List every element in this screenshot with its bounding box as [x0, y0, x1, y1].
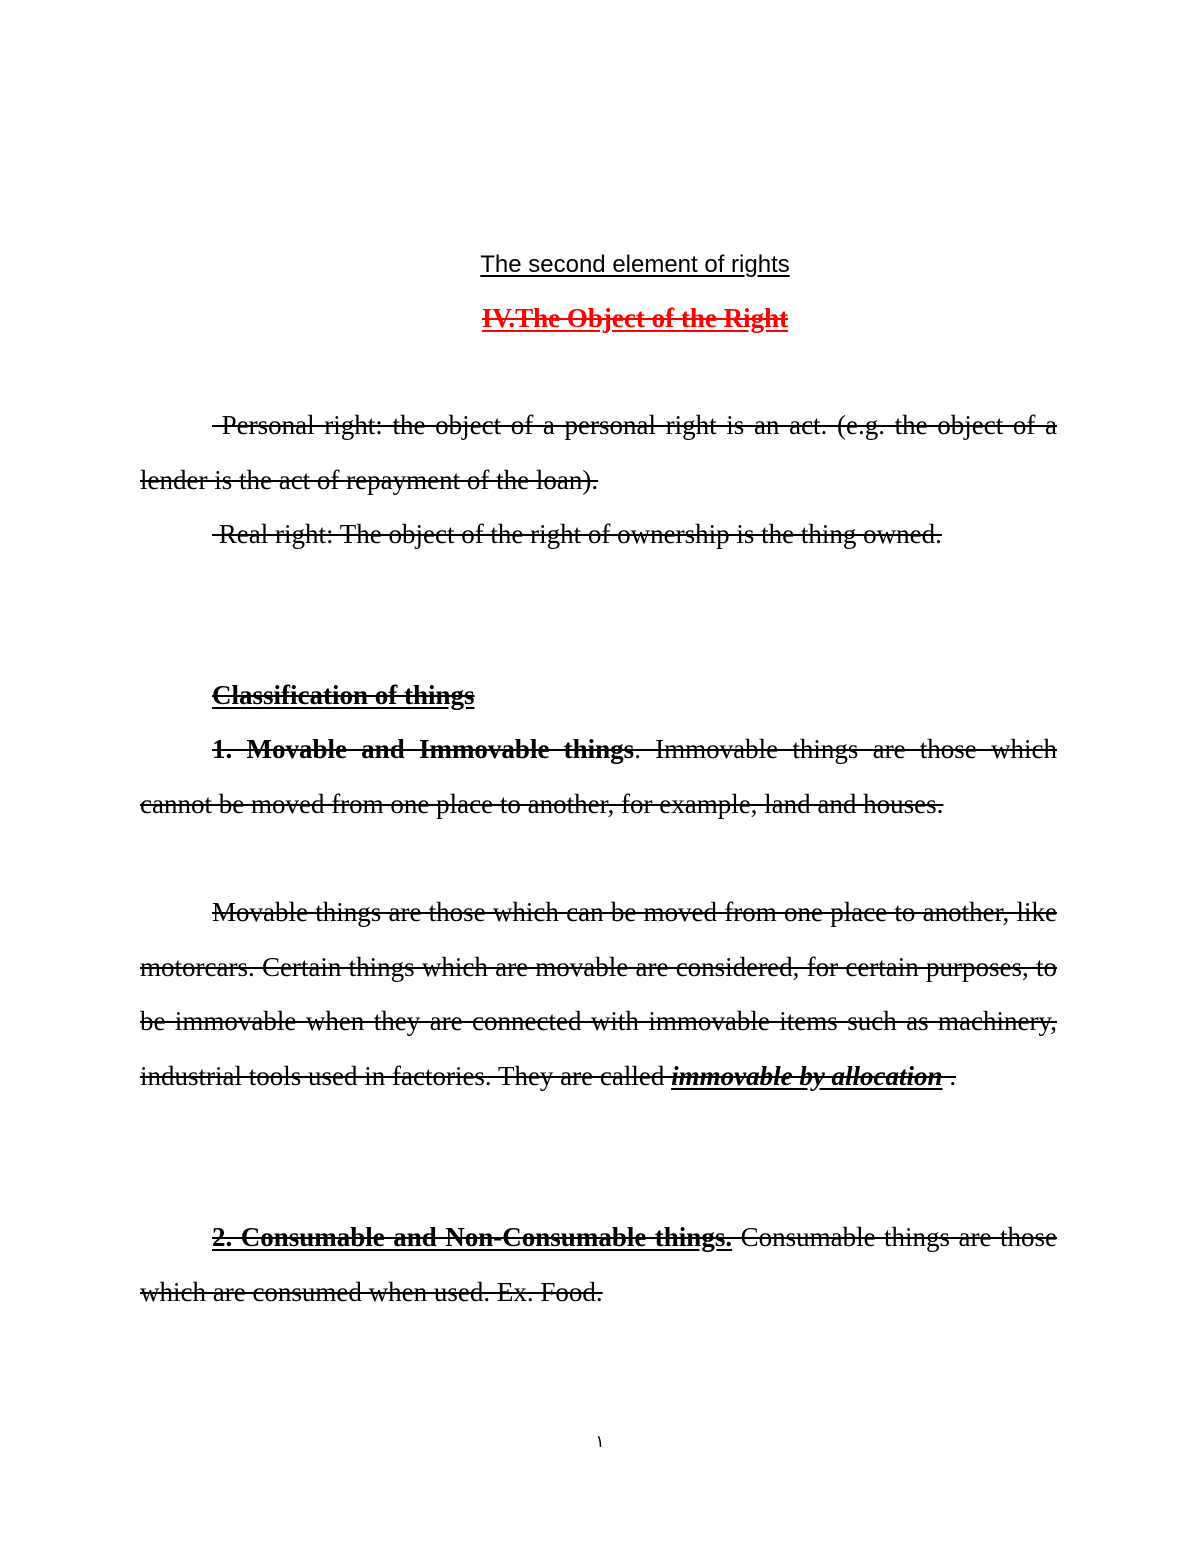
real-right-label: Real right:	[212, 519, 334, 549]
document-subtitle: The second element of rights	[480, 251, 790, 278]
real-right-text: The object of the right of ownership is the thing owned.	[333, 519, 942, 549]
movable-text: . Immovable things are those which cannot be moved from one place to another, for example, land and houses.	[140, 734, 1057, 819]
real-right-paragraph	[140, 507, 1057, 562]
classification-title: Classification of things	[212, 680, 475, 710]
section-heading: IV.The Object of the Right	[481, 303, 789, 333]
immovable-by-allocation-term: immovable by allocation	[671, 1060, 943, 1091]
consumable-title: 2. Consumable and Non-Consumable things.	[212, 1222, 733, 1252]
classification-paragraph	[140, 668, 1057, 723]
movable-second-paragraph	[140, 885, 1057, 1103]
movable-title: 1. Movable and Immovable things	[212, 734, 635, 764]
movable-paragraph	[140, 722, 1057, 831]
movable-second-text: Movable things are those which can be moved from one place to another, like motorcars. Certain things which are movable are considered, for certain purposes, to be immovable when they are connected with immovable items such as machinery, industrial tools used in factories. They are called	[140, 897, 1057, 1091]
consumable-paragraph	[140, 1210, 1057, 1319]
personal-right-paragraph	[140, 398, 1057, 507]
consumable-text: Consumable things are those which are consumed when used. Ex. Food.	[140, 1222, 1057, 1307]
movable-second-end: .	[942, 1060, 957, 1091]
page-number: ١	[595, 1432, 605, 1451]
personal-right-text: the object of a personal right is an act. (e.g. the object of a lender is the act of repayment of the loan).	[140, 410, 1057, 495]
personal-right-label: Personal right:	[212, 410, 383, 440]
